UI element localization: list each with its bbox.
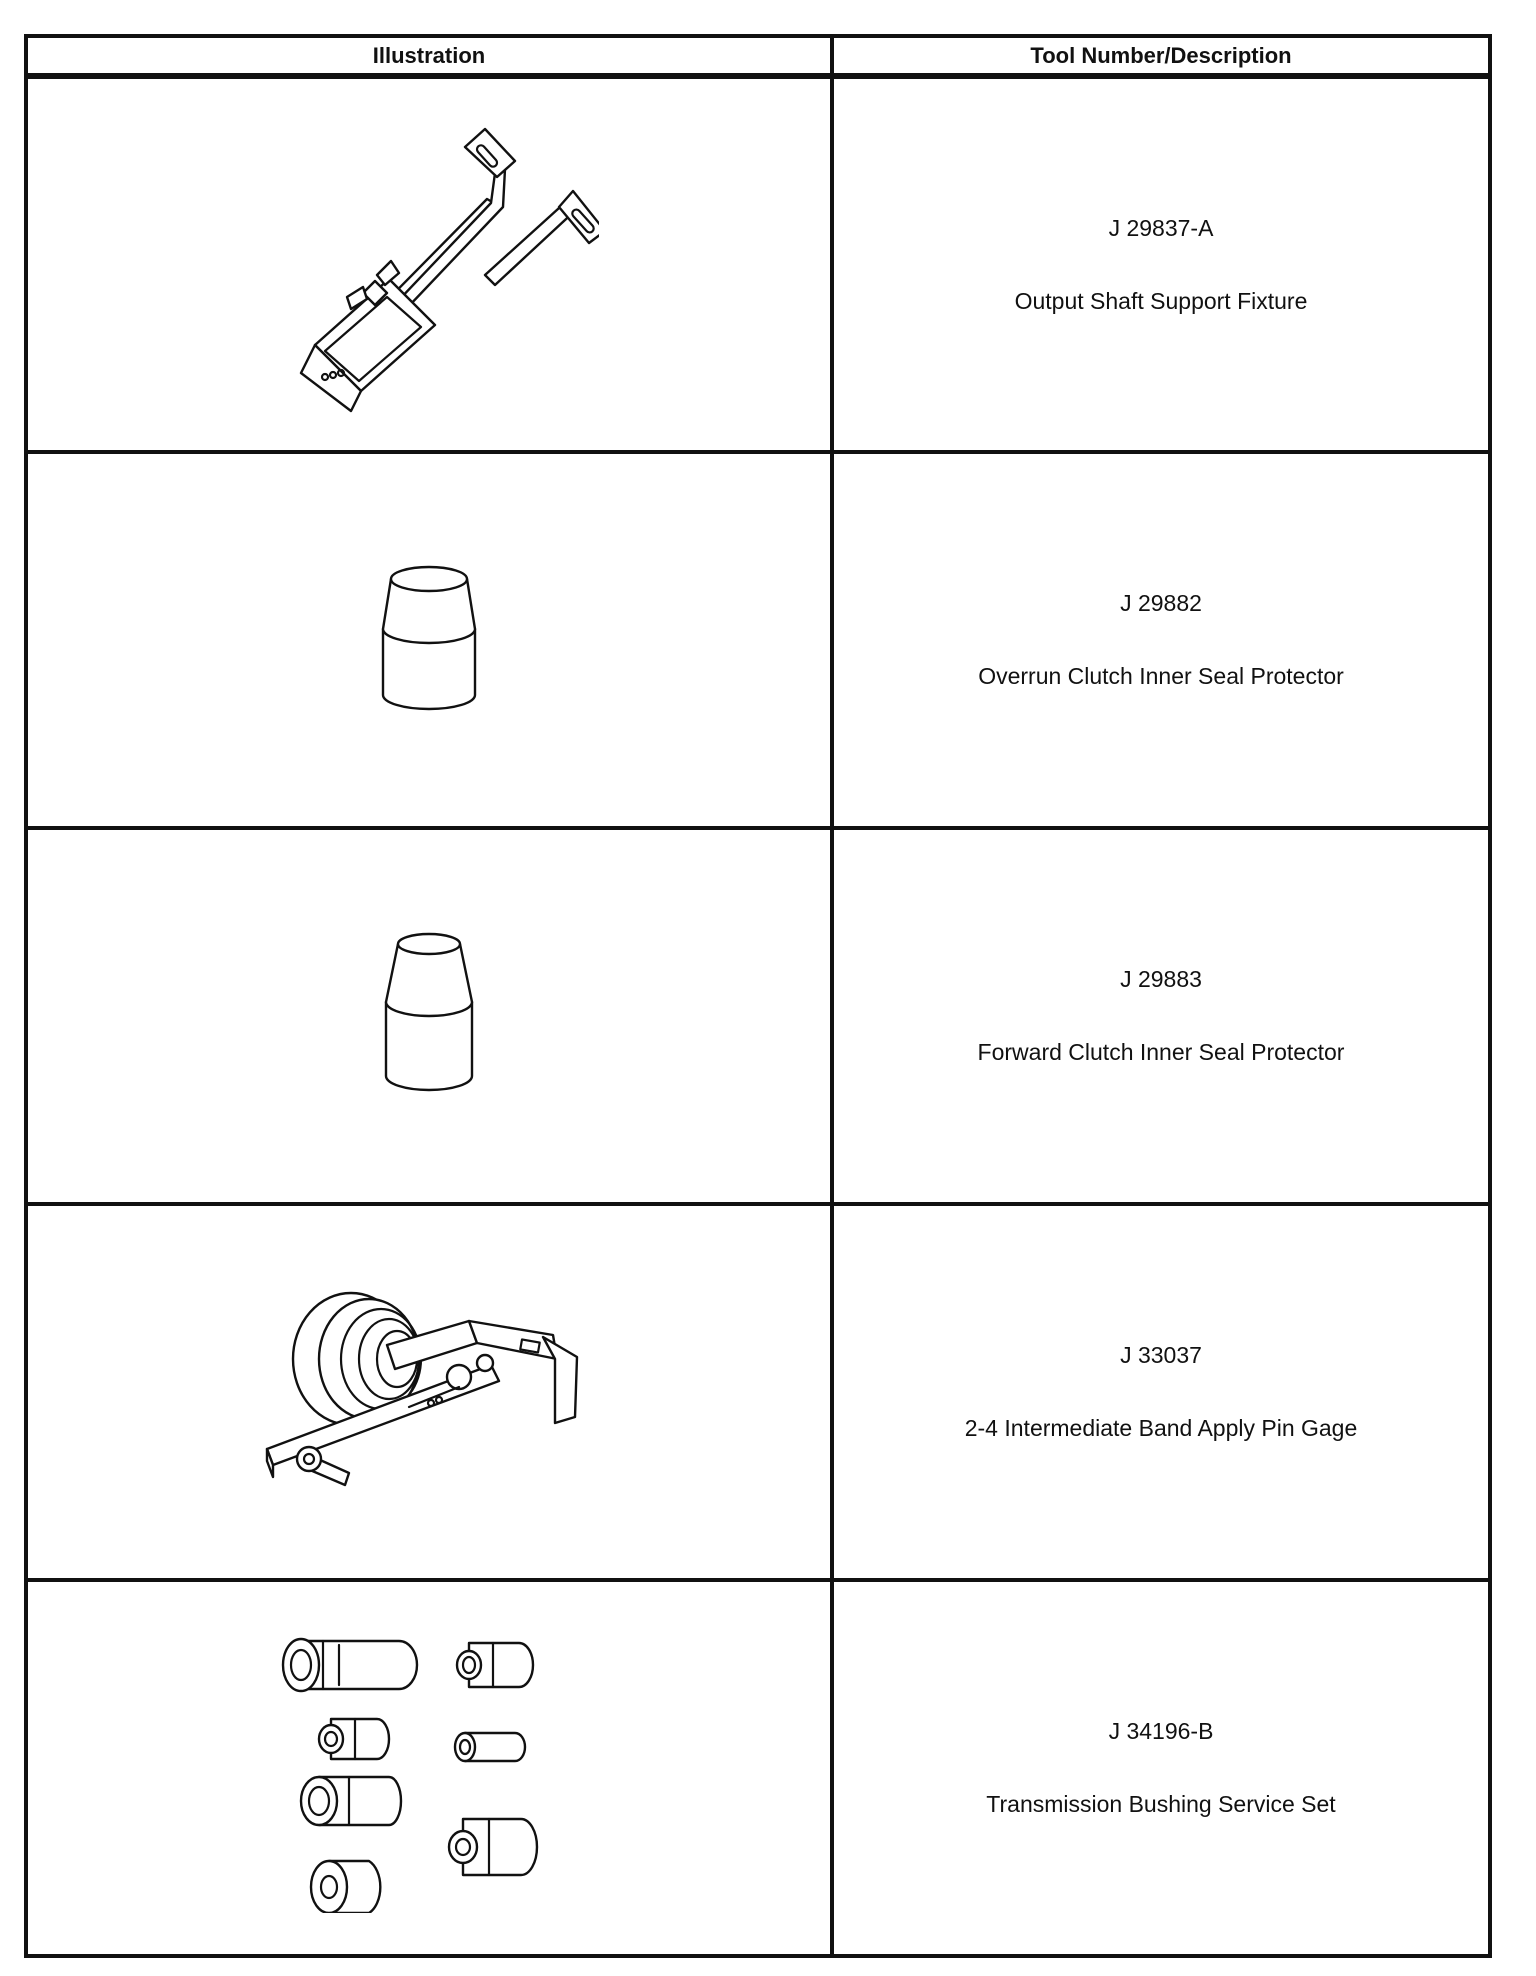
tool-description: Forward Clutch Inner Seal Protector	[977, 1039, 1345, 1065]
tool-number: J 33037	[1120, 1342, 1202, 1368]
tool-number: J 29882	[1120, 590, 1202, 616]
tool-info-cell	[832, 452, 1490, 828]
table-row	[26, 1580, 1490, 1956]
table-row	[26, 1204, 1490, 1580]
illustration-cell	[26, 1204, 832, 1580]
output-shaft-support-fixture-icon	[259, 115, 599, 415]
table-row	[26, 828, 1490, 1204]
tool-info-cell	[832, 76, 1490, 452]
illustration-cell	[26, 76, 832, 452]
illustration-header: Illustration	[26, 36, 832, 76]
illustration-cell	[26, 1580, 832, 1956]
table-row	[26, 76, 1490, 452]
overrun-clutch-seal-protector-icon	[369, 555, 489, 725]
tool-description: Overrun Clutch Inner Seal Protector	[978, 663, 1344, 689]
tool-header: Tool Number/Description	[832, 36, 1490, 76]
tool-info-cell	[832, 828, 1490, 1204]
tool-number: J 29837-A	[1108, 214, 1214, 241]
illustration-cell	[26, 452, 832, 828]
tool-info-cell	[832, 1204, 1490, 1580]
table-row	[26, 452, 1490, 828]
tool-info-cell	[832, 1580, 1490, 1956]
header-row	[26, 36, 1490, 76]
tool-description: Output Shaft Support Fixture	[1014, 287, 1308, 314]
special-tools-table	[24, 34, 1492, 1958]
bushing-service-set-icon	[279, 1623, 579, 1913]
band-apply-pin-gage-icon	[259, 1277, 599, 1507]
tool-description: 2-4 Intermediate Band Apply Pin Gage	[964, 1415, 1358, 1441]
tool-number: J 29883	[1120, 966, 1202, 992]
tool-description: Transmission Bushing Service Set	[986, 1791, 1336, 1817]
tool-number: J 34196-B	[1108, 1718, 1214, 1744]
forward-clutch-seal-protector-icon	[374, 926, 484, 1106]
illustration-cell	[26, 828, 832, 1204]
